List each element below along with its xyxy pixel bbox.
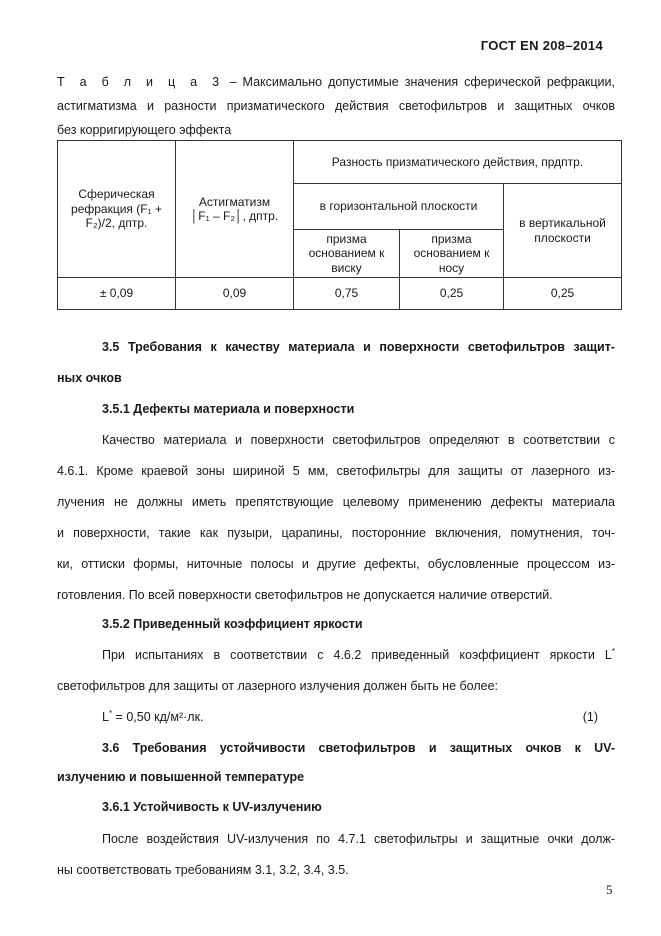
formula-number: (1) [582,710,598,724]
paragraph-text: При испытаниях в соответствии с 4.6.2 приведенный коэффициент яркости L [102,648,612,662]
section-3-6-1-heading: 3.6.1 Устойчивость к UV-излучению [102,800,322,814]
cell-nose: 0,25 [400,278,504,310]
paragraph-line: После воздействия UV-излучения по 4.7.1 светофильтры и защитные очки долж- [102,832,615,846]
caption-line-1: – Максимально допустимые значения сферической рефракции, [223,75,615,89]
page-number: 5 [606,882,613,897]
header-temple: призма основанием к виску [294,230,400,278]
section-3-5-1-heading: 3.5.1 Дефекты материала и поверхности [102,402,355,416]
standard-header: ГОСТ EN 208–2014 [480,38,603,53]
section-3-5-heading-cont: ных очков [57,371,122,385]
formula-symbol: L [102,710,109,724]
cell-astigmatism: 0,09 [176,278,294,310]
astig-line-2: │F₁ – F₂│, дптр. [190,209,279,223]
paragraph-line: ки, оттиски формы, ниточные полосы и другие дефекты, обусловленные процессом из- [57,557,615,571]
header-prism-group: Разность призматического действия, прдптр. [294,141,622,184]
section-3-6-heading-cont: излучению и повышенной температуре [57,770,305,784]
formula-line [57,710,615,724]
paragraph-line: лучения не должны иметь препятствующие целевому применению дефекты материала [57,495,615,509]
header-nose: призма основанием к носу [400,230,504,278]
paragraph-line [57,648,615,662]
formula-superscript: * [108,709,113,718]
superscript-asterisk: * [611,647,615,656]
astig-line-1: Астигматизм [198,194,271,209]
body-text [57,0,615,936]
header-horizontal: в горизонтальной плоскости [294,184,504,230]
paragraph-line: светофильтров для защиты от лазерного излучения должен быть не более: [57,679,499,693]
paragraph-line: и поверхности, такие как пузыри, царапины, посторонние включения, помутнения, точ- [57,526,615,540]
paragraph-line: готовления. По всей поверхности светофильтров не допускается наличие отверстий. [57,588,553,602]
section-3-5-2-heading: 3.5.2 Приведенный коэффициент яркости [102,617,363,631]
header-spherical: Сферическая рефракция (F₁ + F₂)/2, дптр. [58,141,176,278]
section-3-5-heading: 3.5 Требования к качеству материала и поверхности светофильтров защит- [102,340,615,354]
caption-line-3: без корригирующего эффекта [57,123,232,137]
caption-line-2: астигматизма и разности призматического действия светофильтров и защитных очков [57,99,615,113]
cell-temple: 0,75 [294,278,400,310]
paragraph-line: ны соответствовать требованиям 3.1, 3.2, 3.4, 3.5. [57,863,349,877]
formula-value: = 0,50 кд/м²·лк. [112,710,204,724]
header-vertical: в вертикальной плоскости [504,184,622,278]
cell-spherical: ± 0,09 [58,278,176,310]
cell-vertical: 0,25 [504,278,622,310]
paragraph-line: 4.6.1. Кроме краевой зоны шириной 5 мм, светофильтры для защиты от лазерного из- [57,464,615,478]
table-label: Т а б л и ц а 3 [57,75,224,89]
paragraph-line: Качество материала и поверхности светофильтров определяют в соответствии с [102,433,615,447]
section-3-6-heading: 3.6 Требования устойчивости светофильтров и защитных очков к UV- [102,741,615,755]
